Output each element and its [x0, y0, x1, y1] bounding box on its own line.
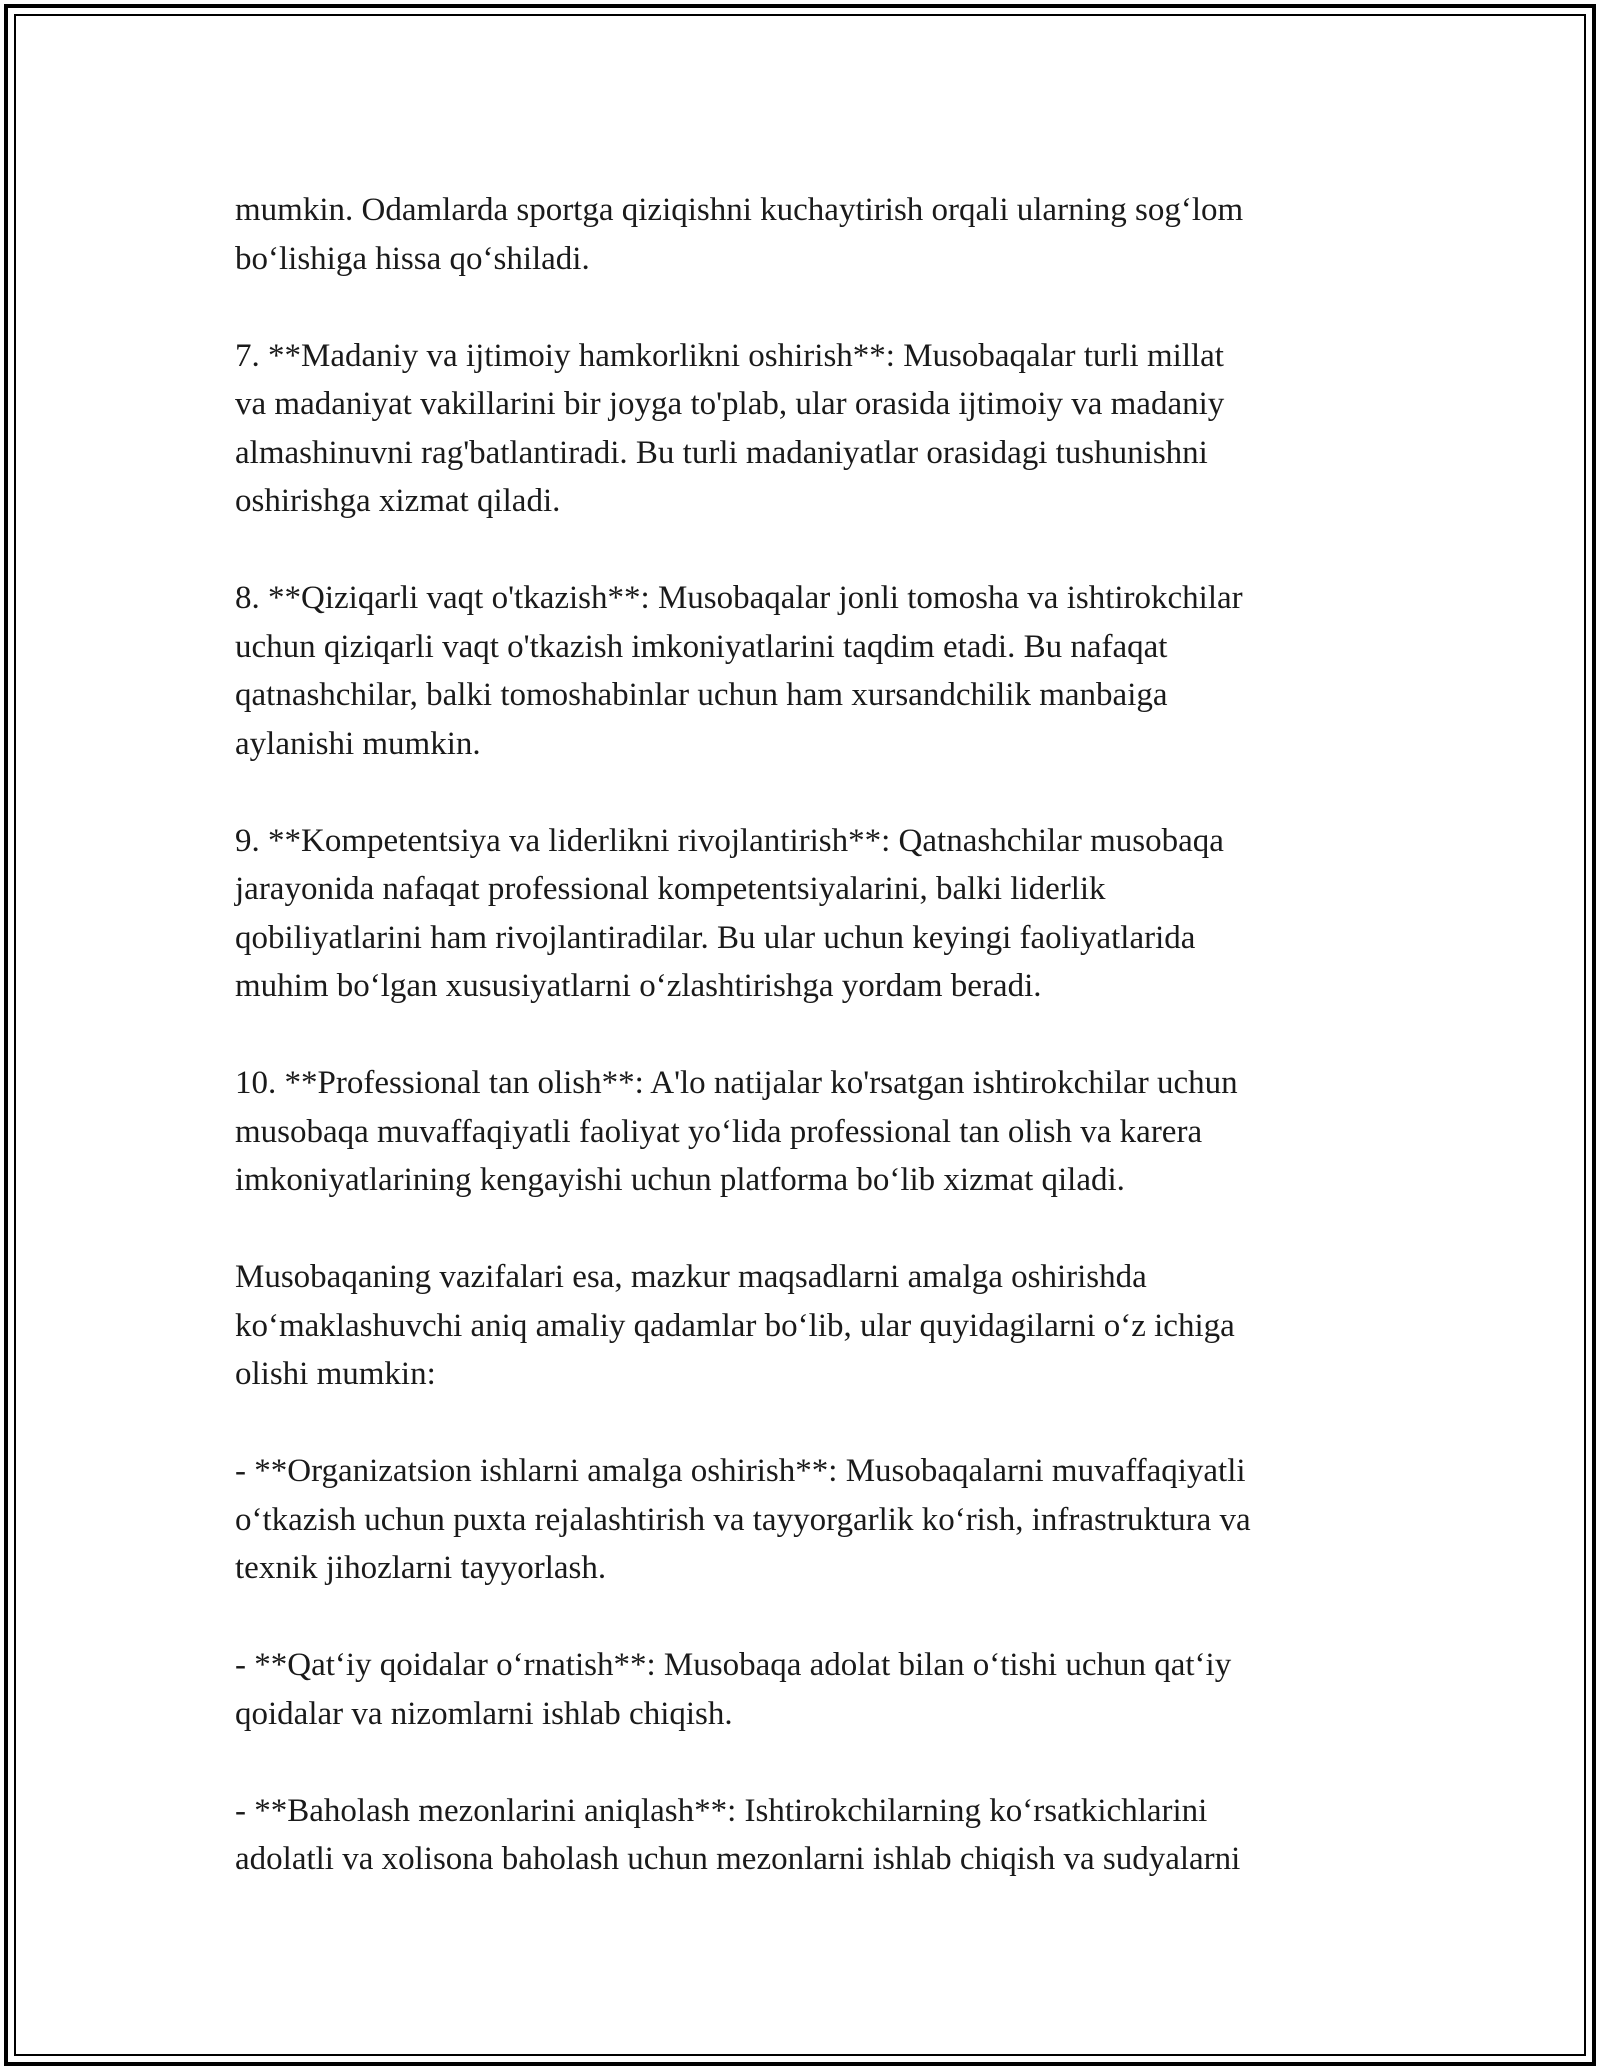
- paragraph-continuation: mumkin. Odamlarda sportga qiziqishni kuchaytirish orqali ularning sog‘lom bo‘lishiga hissa qo‘shiladi.: [235, 192, 1244, 277]
- paragraph-item-9: 9. **Kompetentsiya va liderlikni rivojlantirish**: Qatnashchilar musobaqa jarayonida nafaqat professional kompetentsiyalarini, balki liderlik qobiliyatlarini ham rivojlantiradilar. Bu ular uchun keyingi faoliyatlarida muhim bo‘lgan xususiyatlarni o‘zlashtirishga yordam beradi.: [235, 822, 1224, 1004]
- paragraph-item-10: 10. **Professional tan olish**: A'lo natijalar ko'rsatgan ishtirokchilar uchun musobaqa muvaffaqiyatli faoliyat yo‘lida professional tan olish va karera imkoniyatlarining kengayishi uchun platforma bo‘lib xizmat qiladi.: [235, 1065, 1238, 1198]
- bullet-evaluation-criteria: - **Baholash mezonlarini aniqlash**: Ishtirokchilarning ko‘rsatkichlarini adolatli va xolisona baholash uchun mezonlarni ishlab chiqish va sudyalarni: [235, 1792, 1241, 1877]
- paragraph-item-8: 8. **Qiziqarli vaqt o'tkazish**: Musobaqalar jonli tomosha va ishtirokchilar uchun qiziqarli vaqt o'tkazish imkoniyatlarini taqdim etadi. Bu nafaqat qatnashchilar, balki tomoshabinlar uchun ham xursandchilik manbaiga aylanishi mumkin.: [235, 580, 1243, 762]
- document-body: [235, 186, 1375, 1932]
- bullet-strict-rules: - **Qat‘iy qoidalar o‘rnatish**: Musobaqa adolat bilan o‘tishi uchun qat‘iy qoidalar va nizomlarni ishlab chiqish.: [235, 1647, 1232, 1732]
- bullet-organizational-work: - **Organizatsion ishlarni amalga oshirish**: Musobaqalarni muvaffaqiyatli o‘tkazish uchun puxta rejalashtirish va tayyorgarlik ko‘rish, infrastruktura va texnik jihozlarni tayyorlash.: [235, 1453, 1251, 1586]
- paragraph-item-7: 7. **Madaniy va ijtimoiy hamkorlikni oshirish**: Musobaqalar turli millat va madaniyat vakillarini bir joyga to'plab, ular orasida ijtimoiy va madaniy almashinuvni rag'batlantiradi. Bu turli madaniyatlar orasidagi tushunishni oshirishga xizmat qiladi.: [235, 337, 1225, 519]
- paragraph-tasks-intro: Musobaqaning vazifalari esa, mazkur maqsadlarni amalga oshirishda ko‘maklashuvchi aniq amaliy qadamlar bo‘lib, ular quyidagilarni o‘z ichiga olishi mumkin:: [235, 1259, 1235, 1392]
